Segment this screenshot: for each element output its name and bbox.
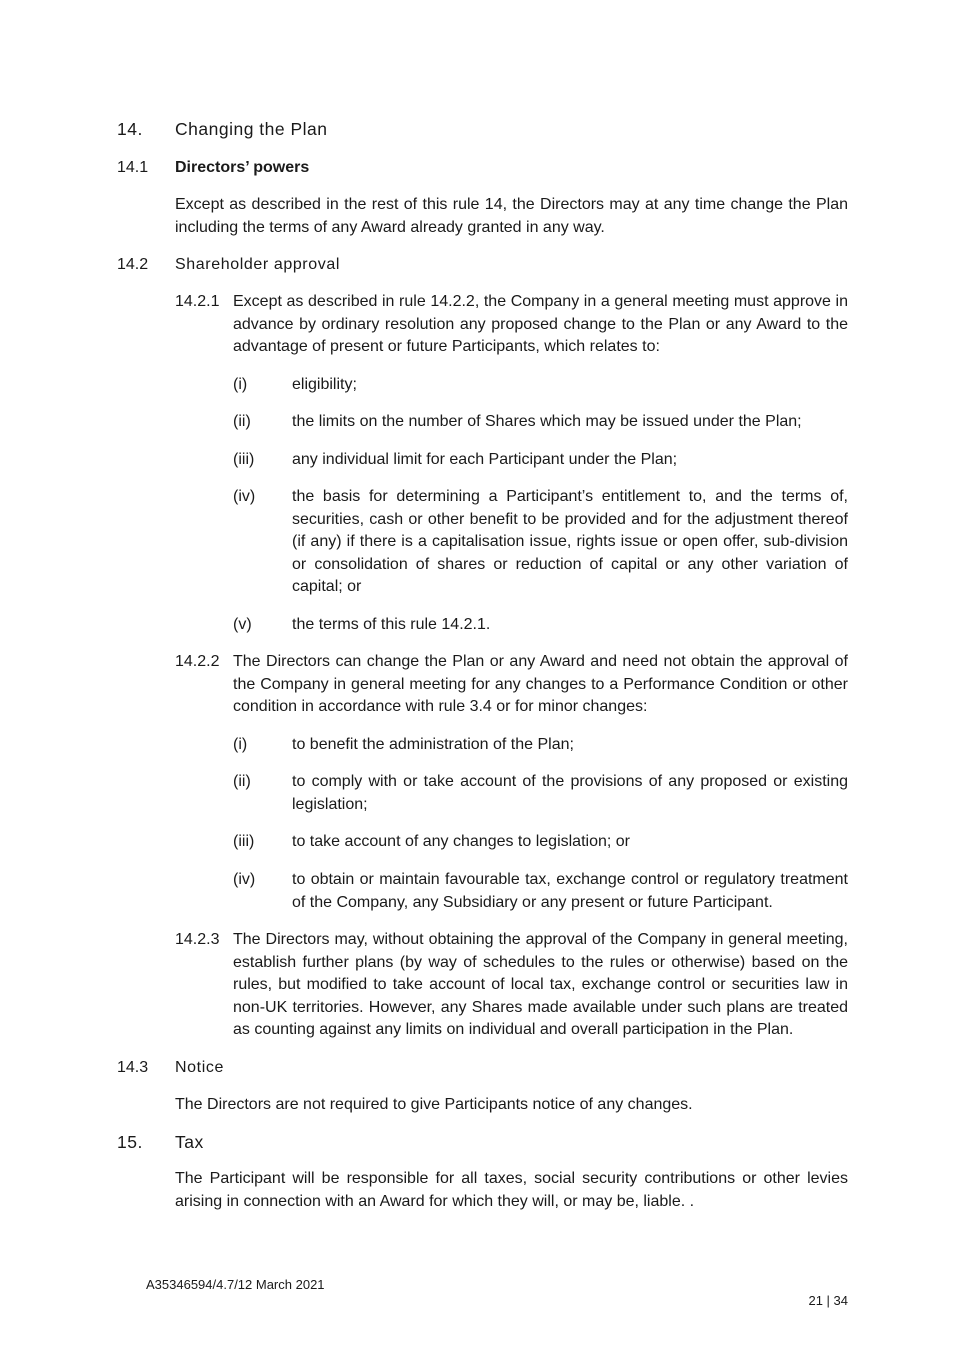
list-item-text: any individual limit for each Participant under the Plan; [292,451,678,468]
list-item-text: the limits on the number of Shares which may be issued under the Plan; [292,413,802,430]
list-item-label: (iii) [233,833,255,850]
clause-number: 14.3 [117,1059,149,1076]
clause-number: 14.1 [117,159,149,176]
section-number: 14. [117,119,143,139]
clause-title: Directors’ powers [175,159,310,176]
clause-text: Except as described in the rest of this rule 14, the Directors may at any time change the Plan including the terms of any Award already granted in any way. [175,196,848,236]
list-item-label: (iii) [233,451,255,468]
list-item-label: (iv) [233,871,256,888]
list-item-text: to benefit the administration of the Plan; [292,736,574,753]
page-number: 21 | 34 [808,1293,848,1308]
subclause-text: The Directors can change the Plan or any Award and need not obtain the approval of the Company in general meeting for any changes to a Performance Condition or other condition in accordance with rule 3.4 or for minor changes: [233,653,848,716]
subclause-number: 14.2.2 [175,653,220,670]
clause-title: Shareholder approval [175,256,340,273]
list-item-label: (iv) [233,488,256,505]
list-item-label: (i) [233,376,248,393]
document-reference: A35346594/4.7/12 March 2021 [146,1277,325,1292]
section-title: Tax [175,1132,204,1152]
list-item-text: to obtain or maintain favourable tax, exchange control or regulatory treatment of the Company, any Subsidiary or any present or future Participant. [292,871,848,911]
subclause-text: Except as described in rule 14.2.2, the Company in a general meeting must approve in advance by ordinary resolution any proposed change to the Plan or any Award to the advantage of present or future Participants, which relates to: [233,293,848,356]
subclause-number: 14.2.3 [175,931,220,948]
list-item-text: the terms of this rule 14.2.1. [292,616,491,633]
subclause-text: The Directors may, without obtaining the approval of the Company in general meeting, establish further plans (by way of schedules to the rules or otherwise) based on the rules, but modified to take account of local tax, exchange control or securities law in non-UK territories. However, any Shares made available under such plans are treated as counting against any limits on individual and overall participation in the Plan. [233,931,848,1039]
section-title: Changing the Plan [175,119,328,139]
list-item-text: to comply with or take account of the provisions of any proposed or existing legislation; [292,773,848,813]
list-item-text: to take account of any changes to legislation; or [292,833,630,850]
list-item-text: eligibility; [292,376,357,393]
list-item-label: (v) [233,616,252,633]
clause-number: 14.2 [117,256,149,273]
list-item-label: (ii) [233,773,251,790]
clause-title: Notice [175,1059,224,1076]
list-item-label: (i) [233,736,248,753]
section-text: The Participant will be responsible for all taxes, social security contributions or other levies arising in connection with an Award for which they will, or may be, liable. . [175,1170,848,1210]
list-item-text: the basis for determining a Participant’s entitlement to, and the terms of, securities, cash or other benefit to be provided and for the adjustment thereof (if any) if there is a capitalisation issue, rights issue or open offer, sub-division or consolidation of shares or reduction of capital or any other variation of capital; or [292,488,848,596]
section-number: 15. [117,1132,143,1152]
clause-text: The Directors are not required to give Participants notice of any changes. [175,1096,693,1113]
list-item-label: (ii) [233,413,251,430]
subclause-number: 14.2.1 [175,293,220,310]
